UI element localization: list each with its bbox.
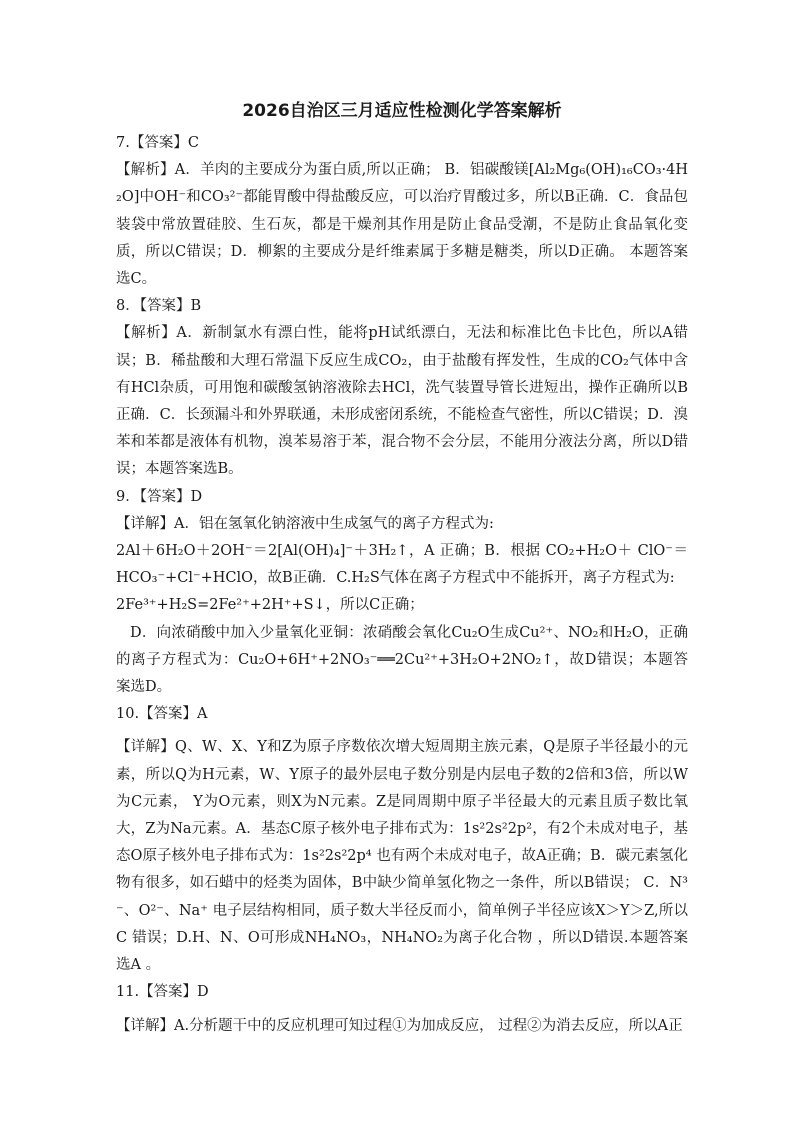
q8-answer: 8．【答案】B xyxy=(116,298,202,315)
q7-analysis: 【解析】A．羊肉的主要成分为蛋白质,所以正确； B．铝碳酸镁[Al₂Mg₆(OH)₁₆CO₃·4H₂O]中OH⁻和CO₃²⁻都能胃酸中得盐酸反应，可以治疗胃酸过多，所以B正确．C．食品包装袋中常放置硅胶、生石灰，都是干燥剂其作用是防止食品受潮，不是防止食品氧化变质，所以C错误；D．柳絮的主要成分是纤维素属于多糖是糖类，所以D正确。 本题答案选C。 xyxy=(116,162,688,288)
q10-detail: 【详解】Q、W、X、Y和Z为原子序数依次增大短周期主族元素，Q是原子半径最小的元素，所以Q为H元素，W、Y原子的最外层电子数分别是内层电子数的2倍和3倍，所以W为C元素， Y为O元素，则X为N元素。Z是同周期中原子半径最大的元素且质子数比氧大，Z为Na元素。A．基态C原子核外电子排布式为：1s²2s²2p²，有2个未成对电子，基态O原子核外电子排布式为：1s²2s²2p⁴ 也有两个未成对电子，故A正确；B．碳元素氢化物有很多，如石蜡中的烃类为固体，B中缺少简单氢化物之一条件，所以B错误； C．N³⁻、O²⁻、Na⁺ 电子层结构相同，质子数大半径反而小，简单例子半径应该X＞Y＞Z,所以C 错误；D.H、N、O可形成NH₄NO₃，NH₄NO₂为离子化合物 ，所以D错误.本题答案选A 。 xyxy=(116,739,688,974)
q9-detail-line1: 【详解】A．铝在氢氧化钠溶液中生成氢气的离子方程式为: xyxy=(116,515,494,532)
q11-answer: 11.【答案】D xyxy=(116,984,209,1001)
q11-detail: 【详解】A.分析题干中的反应机理可知过程①为加成反应， 过程②为消去反应，所以A正 xyxy=(116,1017,683,1034)
q7-answer: 7.【答案】C xyxy=(116,135,199,151)
document-page xyxy=(116,96,688,1040)
page-title: 2026自治区三月适应性检测化学答案解析 xyxy=(242,101,562,121)
q10-answer: 10.【答案】A xyxy=(116,706,208,723)
q9-detail-line2: 2Al＋6H₂O＋2OH⁻＝2[Al(OH)₄]⁻＋3H₂↑，A 正确；B．根据 CO₂+H₂O＋ ClO⁻＝HCO₃⁻+Cl⁻+HClO，故B正确．C.H₂S气体在离子方程式中不能拆开，离子方程式为: xyxy=(116,543,689,587)
q9-answer: 9．【答案】D xyxy=(116,488,203,505)
q9-detail-line3: 2Fe³⁺+H₂S=2Fe²⁺+2H⁺+S↓，所以C正确； xyxy=(116,597,424,614)
q9-detail-line4: D．向浓硝酸中加入少量氧化亚铜：浓硝酸会氧化Cu₂O生成Cu²⁺、NO₂和H₂O，正确的离子方程式为：Cu₂O+6H⁺+2NO₃⁻══2Cu²⁺+3H₂O+2NO₂↑，故D错误；本题答案选D。 xyxy=(116,624,688,696)
q8-analysis: 【解析】A．新制氯水有漂白性，能将pH试纸漂白，无法和标准比色卡比色，所以A错误；B．稀盐酸和大理石常温下反应生成CO₂，由于盐酸有挥发性，生成的CO₂气体中含有HCl杂质，可用饱和碳酸氢钠溶液除去HCl，洗气装置导管长进短出，操作正确所以B正确．C．长颈漏斗和外界联通，未形成密闭系统，不能检查气密性，所以C错误；D．溴苯和苯都是液体有机物，溴苯易溶于苯，混合物不会分层，不能用分液法分离，所以D错误；本题答案选B。 xyxy=(116,325,688,478)
